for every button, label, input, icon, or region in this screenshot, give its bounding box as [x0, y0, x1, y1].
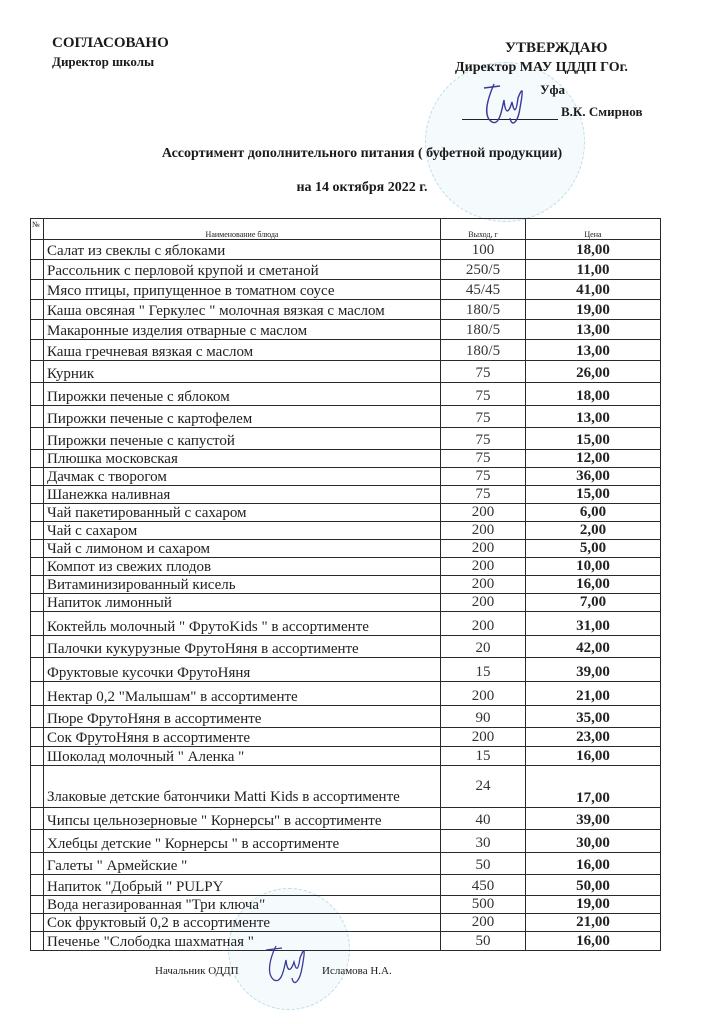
row-number-cell: [31, 914, 44, 932]
dish-name-cell: Витаминизированный кисель: [44, 576, 441, 594]
yield-cell: 75: [441, 428, 526, 450]
row-number-cell: [31, 853, 44, 875]
dish-name-cell: Пирожки печеные с капустой: [44, 428, 441, 450]
dish-name-cell: Шоколад молочный " Аленка ": [44, 747, 441, 766]
row-number-cell: [31, 468, 44, 486]
yield-cell: 30: [441, 830, 526, 853]
table-row: [31, 320, 661, 340]
price-cell: 41,00: [526, 280, 661, 300]
price-cell: 16,00: [526, 747, 661, 766]
table-row: [31, 706, 661, 728]
price-cell: 19,00: [526, 896, 661, 914]
dish-name-cell: Каша овсяная " Геркулес " молочная вязкая с маслом: [44, 300, 441, 320]
yield-cell: 200: [441, 522, 526, 540]
row-number-cell: [31, 682, 44, 706]
dish-name-cell: Салат из свеклы с яблоками: [44, 240, 441, 260]
dish-name-cell: Сок ФрутоНяня в ассортименте: [44, 728, 441, 747]
table-row: [31, 875, 661, 896]
menu-table: [30, 218, 661, 951]
yield-cell: 50: [441, 853, 526, 875]
price-cell: 21,00: [526, 914, 661, 932]
price-cell: 50,00: [526, 875, 661, 896]
table-row: [31, 853, 661, 875]
approver-name: В.К. Смирнов: [561, 104, 643, 119]
row-number-cell: [31, 747, 44, 766]
row-number-cell: [31, 728, 44, 747]
row-number-cell: [31, 658, 44, 682]
yield-cell: 450: [441, 875, 526, 896]
dish-name-cell: Шанежка наливная: [44, 486, 441, 504]
table-row: [31, 636, 661, 658]
column-header-name: Наименование блюда: [44, 219, 441, 240]
price-cell: 35,00: [526, 706, 661, 728]
price-cell: 7,00: [526, 594, 661, 612]
yield-cell: 200: [441, 558, 526, 576]
yield-cell: 200: [441, 576, 526, 594]
dish-name-cell: Чай пакетированный с сахаром: [44, 504, 441, 522]
column-header-yield: Выход, г: [441, 219, 526, 240]
dish-name-cell: Злаковые детские батончики Matti Kids в ассортименте: [44, 766, 441, 808]
yield-cell: 180/5: [441, 340, 526, 361]
document-title: Ассортимент дополнительного питания ( буфетной продукции): [161, 146, 563, 161]
dish-name-cell: Фруктовые кусочки ФрутоНяня: [44, 658, 441, 682]
yield-cell: 50: [441, 932, 526, 951]
row-number-cell: [31, 808, 44, 830]
row-number-cell: [31, 612, 44, 636]
row-number-cell: [31, 340, 44, 361]
dish-name-cell: Каша гречневая вязкая с маслом: [44, 340, 441, 361]
yield-cell: 75: [441, 406, 526, 428]
dish-name-cell: Вода негазированная "Три ключа": [44, 896, 441, 914]
table-row: [31, 896, 661, 914]
row-number-cell: [31, 540, 44, 558]
table-row: [31, 280, 661, 300]
price-cell: 31,00: [526, 612, 661, 636]
yield-cell: 90: [441, 706, 526, 728]
dish-name-cell: Плюшка московская: [44, 450, 441, 468]
price-cell: 13,00: [526, 340, 661, 361]
row-number-cell: [31, 706, 44, 728]
dish-name-cell: Напиток "Добрый " PULPY: [44, 875, 441, 896]
price-cell: 2,00: [526, 522, 661, 540]
table-row: [31, 747, 661, 766]
price-cell: 12,00: [526, 450, 661, 468]
table-row: [31, 594, 661, 612]
table-row: [31, 468, 661, 486]
signature-icon: [478, 78, 530, 130]
table-row: [31, 558, 661, 576]
table-row: [31, 406, 661, 428]
dish-name-cell: Чипсы цельнозерновые " Корнерсы" в ассортименте: [44, 808, 441, 830]
yield-cell: 45/45: [441, 280, 526, 300]
dish-name-cell: Дачмак с творогом: [44, 468, 441, 486]
document-date: на 14 октября 2022 г.: [296, 180, 428, 195]
table-row: [31, 932, 661, 951]
row-number-cell: [31, 428, 44, 450]
table-row: [31, 486, 661, 504]
row-number-cell: [31, 320, 44, 340]
dish-name-cell: Чай с лимоном и сахаром: [44, 540, 441, 558]
row-number-cell: [31, 594, 44, 612]
price-cell: 16,00: [526, 932, 661, 951]
row-number-cell: [31, 576, 44, 594]
approval-heading: СОГЛАСОВАНО: [52, 35, 169, 51]
dish-name-cell: Галеты " Армейские ": [44, 853, 441, 875]
row-number-cell: [31, 558, 44, 576]
dish-name-cell: Сок фруктовый 0,2 в ассортименте: [44, 914, 441, 932]
row-number-cell: [31, 260, 44, 280]
table-row: [31, 522, 661, 540]
price-cell: 15,00: [526, 486, 661, 504]
table-row: [31, 576, 661, 594]
yield-cell: 200: [441, 594, 526, 612]
approver-role: Директор МАУ ЦДДП ГОг.: [455, 60, 628, 75]
yield-cell: 40: [441, 808, 526, 830]
price-cell: 19,00: [526, 300, 661, 320]
table-row: [31, 914, 661, 932]
yield-cell: 15: [441, 658, 526, 682]
price-cell: 16,00: [526, 576, 661, 594]
price-cell: 39,00: [526, 658, 661, 682]
row-number-cell: [31, 504, 44, 522]
dish-name-cell: Компот из свежих плодов: [44, 558, 441, 576]
yield-cell: 75: [441, 468, 526, 486]
yield-cell: 100: [441, 240, 526, 260]
dish-name-cell: Чай с сахаром: [44, 522, 441, 540]
row-number-cell: [31, 300, 44, 320]
yield-cell: 24: [441, 766, 526, 808]
row-number-cell: [31, 406, 44, 428]
row-number-cell: [31, 240, 44, 260]
price-cell: 10,00: [526, 558, 661, 576]
dish-name-cell: Хлебцы детские " Корнерсы " в ассортименте: [44, 830, 441, 853]
row-number-cell: [31, 896, 44, 914]
table-row: [31, 682, 661, 706]
table-row: [31, 612, 661, 636]
row-number-cell: [31, 875, 44, 896]
price-cell: 17,00: [526, 766, 661, 808]
price-cell: 23,00: [526, 728, 661, 747]
footer-signer-role: Начальник ОДДП: [155, 965, 239, 977]
yield-cell: 75: [441, 450, 526, 468]
table-row: [31, 383, 661, 406]
row-number-cell: [31, 280, 44, 300]
price-cell: 26,00: [526, 361, 661, 383]
table-header-row: [31, 219, 661, 240]
price-cell: 16,00: [526, 853, 661, 875]
yield-cell: 15: [441, 747, 526, 766]
table-row: [31, 361, 661, 383]
price-cell: 36,00: [526, 468, 661, 486]
row-number-cell: [31, 361, 44, 383]
dish-name-cell: Курник: [44, 361, 441, 383]
table-row: [31, 504, 661, 522]
yield-cell: 200: [441, 728, 526, 747]
yield-cell: 200: [441, 612, 526, 636]
row-number-cell: [31, 383, 44, 406]
row-number-cell: [31, 932, 44, 951]
price-cell: 5,00: [526, 540, 661, 558]
row-number-cell: [31, 636, 44, 658]
price-cell: 18,00: [526, 240, 661, 260]
yield-cell: 20: [441, 636, 526, 658]
table-row: [31, 766, 661, 808]
yield-cell: 180/5: [441, 320, 526, 340]
approved-heading: УТВЕРЖДАЮ: [505, 40, 608, 56]
table-row: [31, 808, 661, 830]
yield-cell: 75: [441, 361, 526, 383]
price-cell: 13,00: [526, 406, 661, 428]
dish-name-cell: Нектар 0,2 "Малышам" в ассортименте: [44, 682, 441, 706]
yield-cell: 200: [441, 504, 526, 522]
approval-role: Директор школы: [52, 54, 155, 69]
dish-name-cell: Мясо птицы, припущенное в томатном соусе: [44, 280, 441, 300]
yield-cell: 200: [441, 682, 526, 706]
price-cell: 39,00: [526, 808, 661, 830]
dish-name-cell: Коктейль молочный " ФрутоKids " в ассортименте: [44, 612, 441, 636]
table-row: [31, 428, 661, 450]
price-cell: 11,00: [526, 260, 661, 280]
dish-name-cell: Палочки кукурузные ФрутоНяня в ассортименте: [44, 636, 441, 658]
row-number-cell: [31, 450, 44, 468]
row-number-cell: [31, 766, 44, 808]
column-header-number: №: [31, 219, 44, 240]
table-row: [31, 728, 661, 747]
yield-cell: 75: [441, 486, 526, 504]
dish-name-cell: Пюре ФрутоНяня в ассортименте: [44, 706, 441, 728]
row-number-cell: [31, 522, 44, 540]
price-cell: 18,00: [526, 383, 661, 406]
table-row: [31, 658, 661, 682]
yield-cell: 500: [441, 896, 526, 914]
table-row: [31, 830, 661, 853]
row-number-cell: [31, 830, 44, 853]
footer-signer-name: Исламова Н.А.: [322, 965, 392, 977]
dish-name-cell: Рассольник с перловой крупой и сметаной: [44, 260, 441, 280]
price-cell: 21,00: [526, 682, 661, 706]
price-cell: 30,00: [526, 830, 661, 853]
table-row: [31, 450, 661, 468]
dish-name-cell: Напиток лимонный: [44, 594, 441, 612]
price-cell: 15,00: [526, 428, 661, 450]
approver-city: Уфа: [540, 82, 566, 97]
dish-name-cell: Пирожки печеные с яблоком: [44, 383, 441, 406]
table-row: [31, 240, 661, 260]
table-row: [31, 540, 661, 558]
column-header-price: Цена: [526, 219, 661, 240]
yield-cell: 200: [441, 540, 526, 558]
table-row: [31, 340, 661, 361]
dish-name-cell: Печенье "Слободка шахматная ": [44, 932, 441, 951]
table-row: [31, 260, 661, 280]
price-cell: 6,00: [526, 504, 661, 522]
row-number-cell: [31, 486, 44, 504]
dish-name-cell: Макаронные изделия отварные с маслом: [44, 320, 441, 340]
yield-cell: 200: [441, 914, 526, 932]
yield-cell: 75: [441, 383, 526, 406]
dish-name-cell: Пирожки печеные с картофелем: [44, 406, 441, 428]
footer-signature-icon: [262, 940, 312, 990]
price-cell: 42,00: [526, 636, 661, 658]
price-cell: 13,00: [526, 320, 661, 340]
yield-cell: 250/5: [441, 260, 526, 280]
table-row: [31, 300, 661, 320]
yield-cell: 180/5: [441, 300, 526, 320]
